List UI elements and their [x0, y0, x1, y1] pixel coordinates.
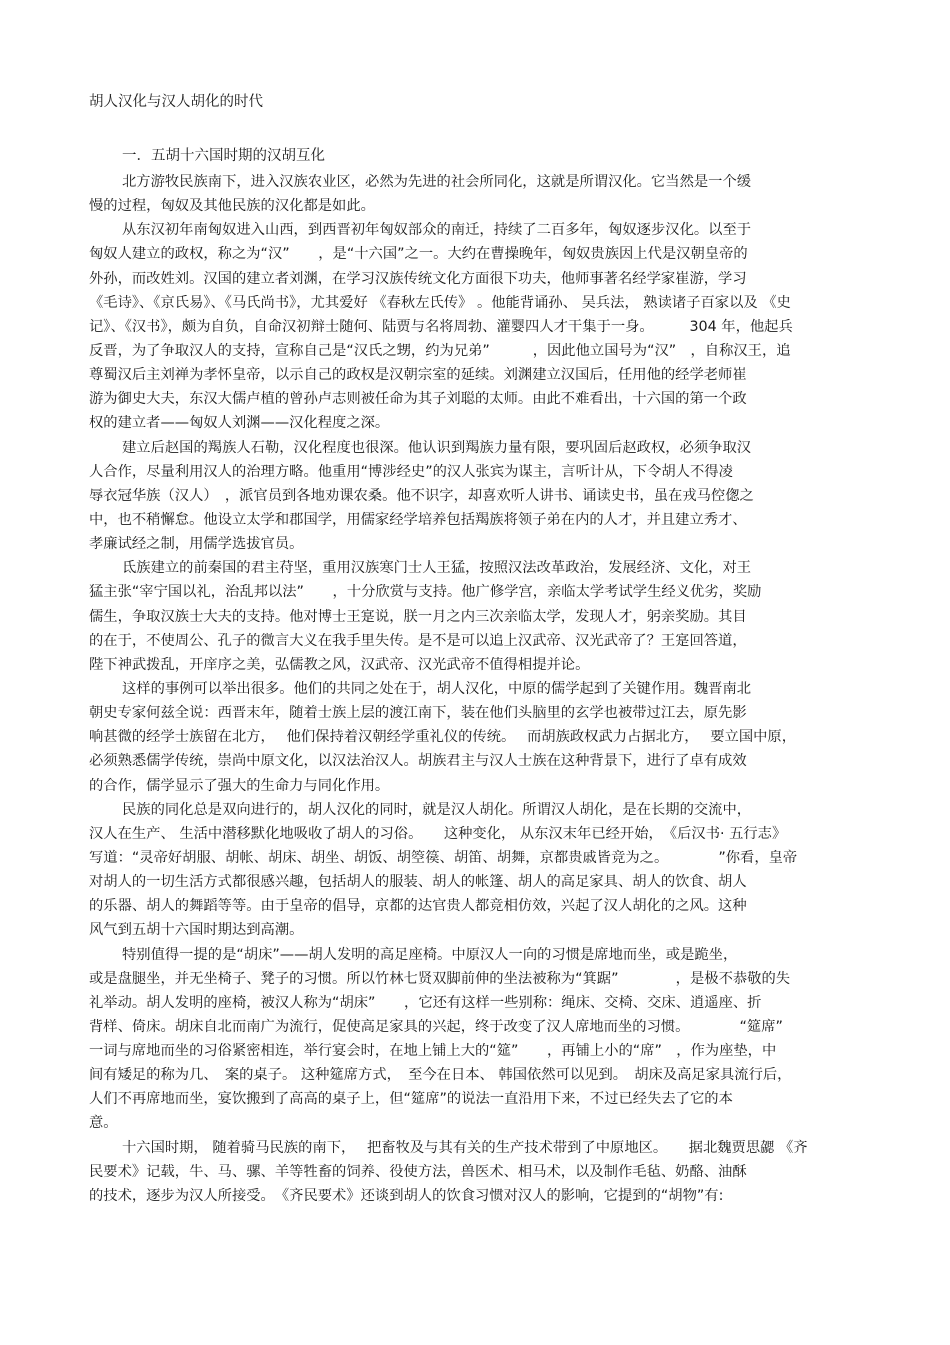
text-line: 或是盘腿坐，并无坐椅子、凳子的习惯。所以竹林七贤双脚前伸的坐法被称为“箕踞” ，是极不恭敬的失	[89, 970, 791, 987]
body-text	[89, 170, 869, 1208]
text-line: 孝廉试经之制，用儒学选拔官员。	[89, 536, 304, 553]
text-line: 必须熟悉儒学传统，崇尚中原文化，以汉法治汉人。胡族君主与汉人士族在这种背景下，进行了卓有成效	[89, 753, 747, 770]
text-line: 背样、倚床。胡床自北而南广为流行，促使高足家具的兴起，终于改变了汉人席地而坐的习惯。 “筵席”	[89, 1018, 783, 1035]
text-line: 对胡人的一切生活方式都很感兴趣，包括胡人的服装、胡人的帐篷、胡人的高足家具、胡人的饮食、胡人	[89, 874, 747, 891]
text-line: 响甚微的经学士族留在北方， 他们保持着汉朝经学重礼仪的传统。 而胡族政权武力占据北方， 要立国中原，	[89, 729, 797, 746]
section-heading: 一．五胡十六国时期的汉胡互化	[122, 148, 325, 164]
text-line: 辱衣冠华族（汉人） ，派官员到各地劝课农桑。他不识字，却喜欢听人讲书、诵读史书，虽在戎马倥偬之	[89, 487, 754, 504]
text-line: 风气到五胡十六国时期达到高潮。	[89, 922, 304, 939]
text-line: 这样的事例可以举出很多。他们的共同之处在于，胡人汉化，中原的儒学起到了关键作用。魏晋南北	[122, 680, 752, 697]
text-line: 外孙，而改姓刘。汉国的建立者刘渊，在学习汉族传统文化方面很下功夫，他师事著名经学家崔游，学习	[89, 270, 747, 287]
text-line: 民要术》记载，牛、马、骡、羊等牲畜的饲养、役使方法，兽医术、相马术，以及制作毛毡、奶酪、油酥	[89, 1163, 747, 1180]
text-line: 汉人在生产、 生活中潜移默化地吸收了胡人的习俗。 这种变化， 从东汉末年已经开始， 《后汉书· 五行志》	[89, 825, 787, 842]
text-line: 人合作，尽量利用汉人的治理方略。他重用“博涉经史”的汉人张宾为谋主，言听计从，下令胡人不得凌	[89, 463, 733, 480]
text-line: 中，也不稍懈怠。他设立太学和郡国学，用儒家经学培养包括羯族将领子弟在内的人才，并且建立秀才、	[89, 511, 747, 528]
text-line: 朝史专家何兹全说：西晋末年，随着士族上层的渡江南下，装在他们头脑里的玄学也被带过江去，原先影	[89, 705, 747, 722]
text-line: 建立后赵国的羯族人石勒，汉化程度也很深。他认识到羯族力量有限，要巩固后赵政权，必须争取汉	[122, 439, 752, 456]
text-line: 权的建立者——匈奴人刘渊——汉化程度之深。	[89, 415, 390, 432]
text-line: 儒生，争取汉族士大夫的支持。他对博士王寔说，朕一月之内三次亲临太学，发现人才，躬亲奖励。其目	[89, 608, 747, 625]
document-title: 胡人汉化与汉人胡化的时代	[89, 94, 263, 110]
text-line: 一词与席地而坐的习俗紧密相连，举行宴会时，在地上铺上大的“筵” ，再铺上小的“席” ，作为座垫，中	[89, 1043, 777, 1060]
text-line: 匈奴人建立的政权，称之为“汉” ，是“十六国”之一。大约在曹操晚年，匈奴贵族因上代是汉朝皇帝的	[89, 246, 748, 263]
text-line: 慢的过程，匈奴及其他民族的汉化都是如此。	[89, 198, 375, 215]
text-line: 尊蜀汉后主刘禅为孝怀皇帝，以示自己的政权是汉朝宗室的延续。刘渊建立汉国后，任用他的经学老师崔	[89, 367, 747, 384]
text-line: 《毛诗》、《京氏易》、《马氏尚书》，尤其爱好 《春秋左氏传》 。他能背诵孙、 吴兵法， 熟读诸子百家以及 《史	[89, 294, 791, 311]
text-line: 的技术，逐步为汉人所接受。 《齐民要术》还谈到胡人的饮食习惯对汉人的影响，它提到的“胡物”有:	[89, 1187, 724, 1204]
text-line: 的在于，不使周公、孔子的微言大义在我手里失传。是不是可以追上汉武帝、汉光武帝了？王寔回答道，	[89, 632, 747, 649]
text-line: 反晋，为了争取汉人的支持，宣称自己是“汉氏之甥，约为兄弟” ，因此他立国号为“汉” ，自称汉王，追	[89, 342, 791, 359]
text-line: 特别值得一提的是“胡床”——胡人发明的高足座椅。中原汉人一向的习惯是席地而坐，或是跪坐，	[122, 946, 738, 963]
text-line: 的合作，儒学显示了强大的生命力与同化作用。	[89, 777, 390, 794]
text-line: 十六国时期， 随着骑马民族的南下， 把畜牧及与其有关的生产技术带到了中原地区。 据北魏贾思勰 《齐	[122, 1139, 808, 1156]
text-line: 人们不再席地而坐，宴饮搬到了高高的桌子上，但“筵席”的说法一直沿用下来，不过已经失去了它的本	[89, 1091, 733, 1108]
text-line: 写道：“灵帝好胡服、胡帐、胡床、胡坐、胡饭、胡箜篌、胡笛、胡舞，京都贵戚皆竞为之。 ”你看，皇帝	[89, 849, 798, 866]
text-line: 陛下神武拨乱，开庠序之美，弘儒教之风，汉武帝、汉光武帝不值得相提并论。	[89, 656, 590, 673]
text-line: 北方游牧民族南下，进入汉族农业区，必然为先进的社会所同化，这就是所谓汉化。它当然是一个缓	[122, 174, 752, 190]
text-line: 意。	[89, 1115, 118, 1132]
text-line: 游为御史大夫，东汉大儒卢植的曾孙卢志则被任命为其子刘聪的太师。由此不难看出，十六国的第一个政	[89, 391, 747, 408]
text-line: 记》、《汉书》，颇为自负，自命汉初辩士随何、陆贾与名将周勃、灌婴四人才干集于一身。 304 年，他起兵	[89, 318, 793, 335]
text-line: 猛主张“宰宁国以礼，治乱邦以法” ，十分欣赏与支持。他广修学宫，亲临太学考试学生经义优劣，奖励	[89, 584, 762, 601]
text-line: 的乐器、胡人的舞蹈等等。由于皇帝的倡导，京都的达官贵人都竞相仿效，兴起了汉人胡化的之风。这种	[89, 898, 747, 915]
text-line: 氐族建立的前秦国的君主苻坚，重用汉族寒门士人王猛，按照汉法改革政治，发展经济、文化，对王	[122, 560, 752, 577]
text-line: 民族的同化总是双向进行的，胡人汉化的同时，就是汉人胡化。所谓汉人胡化，是在长期的交流中，	[122, 801, 752, 818]
text-line: 礼举动。胡人发明的座椅，被汉人称为“胡床” ，它还有这样一些别称：绳床、交椅、交床、逍遥座、折	[89, 994, 762, 1011]
text-line: 从东汉初年南匈奴进入山西，到西晋初年匈奴部众的南迁，持续了二百多年，匈奴逐步汉化。以至于	[122, 222, 752, 239]
text-line: 间有矮足的称为几、 案的桌子。 这种筵席方式， 至今在日本、 韩国依然可以见到。 胡床及高足家具流行后，	[89, 1067, 792, 1084]
